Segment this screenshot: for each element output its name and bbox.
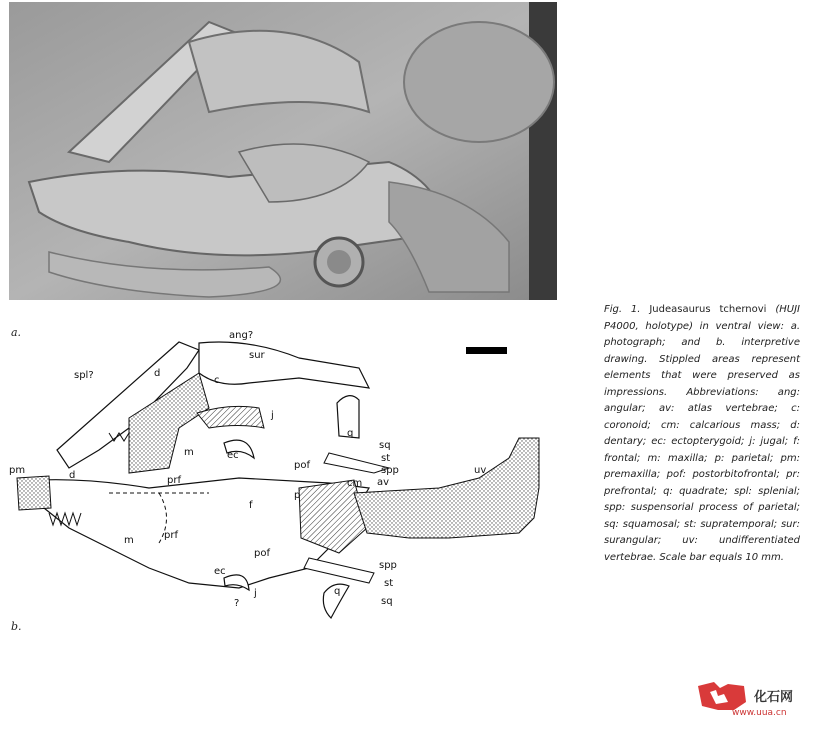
panel-a-label: a. xyxy=(11,326,22,339)
label-c: c xyxy=(214,375,220,386)
label-sq-bot: sq xyxy=(381,596,393,607)
label-q-bot: q xyxy=(334,586,341,597)
figure-caption xyxy=(604,302,800,566)
label-d-left: d xyxy=(69,470,76,481)
caption-text: (HUJI P4000, holotype) in ventral view: a. photograph; and b. interpretive drawing. Stippled areas represent elements that were preserved as impressions. Abbreviations: ang: angular; av: atlas vertebrae; c: coronoid; cm: calcarious mass; d: dentary; ec: ectopterygoid; j: jugal; f: frontal; m: maxilla; p: parietal; pm: premaxilla; pof: postorbitofrontal; pr: prefrontal; q: quadrate; spl: splenial; spp: suspensorial process of parietal; sq: squamosal; st: supratemporal; sur: surangular; uv: undifferentiated vertebrae. Scale bar equals 10 mm. xyxy=(604,304,800,563)
spp-lower xyxy=(304,558,374,583)
scale-bar xyxy=(466,347,507,354)
label-d-top: d xyxy=(154,368,161,379)
label-spp-bot: spp xyxy=(379,560,397,571)
label-uv: uv xyxy=(474,465,487,476)
interpretive-drawing xyxy=(9,328,554,630)
surangular xyxy=(199,342,369,388)
label-ec-top: ec xyxy=(227,450,239,461)
label-spl: spl? xyxy=(74,370,94,381)
fossil-photograph xyxy=(9,2,557,300)
label-p: p xyxy=(294,490,301,501)
label-pof-top: pof xyxy=(294,460,310,471)
label-st-top: st xyxy=(381,453,391,464)
label-pof-bot: pof xyxy=(254,548,270,559)
photo-rendering xyxy=(9,2,557,300)
label-m-top: m xyxy=(184,447,194,458)
label-ang: ang? xyxy=(229,330,254,341)
spp-upper xyxy=(324,453,389,473)
site-url: www.uua.cn xyxy=(732,708,787,718)
label-pm: pm xyxy=(9,465,26,476)
label-prf-bot: prf xyxy=(164,530,178,541)
label-prf-top: prf xyxy=(167,475,181,486)
label-av: av xyxy=(377,477,390,488)
site-name: 化石网 xyxy=(754,690,794,705)
label-q-top: q xyxy=(347,428,354,439)
label-spp-top: spp xyxy=(381,465,399,476)
label-j-top: j xyxy=(271,410,274,421)
label-f: f xyxy=(249,500,253,511)
panel-b-label: b. xyxy=(11,620,22,633)
caption-species: Judeasaurus tchernovi xyxy=(649,304,767,315)
label-sq-top: sq xyxy=(379,440,391,451)
label-m-bot: m xyxy=(124,535,134,546)
label-cm: cm xyxy=(347,478,363,489)
label-st-bot: st xyxy=(384,578,394,589)
label-question: ? xyxy=(234,598,240,609)
site-watermark xyxy=(694,672,804,720)
caption-fig-label: Fig. 1. xyxy=(604,304,641,315)
label-sur: sur xyxy=(249,350,265,361)
label-ec-bot: ec xyxy=(214,566,226,577)
premaxilla xyxy=(17,476,51,510)
label-j-bot: j xyxy=(254,588,257,599)
